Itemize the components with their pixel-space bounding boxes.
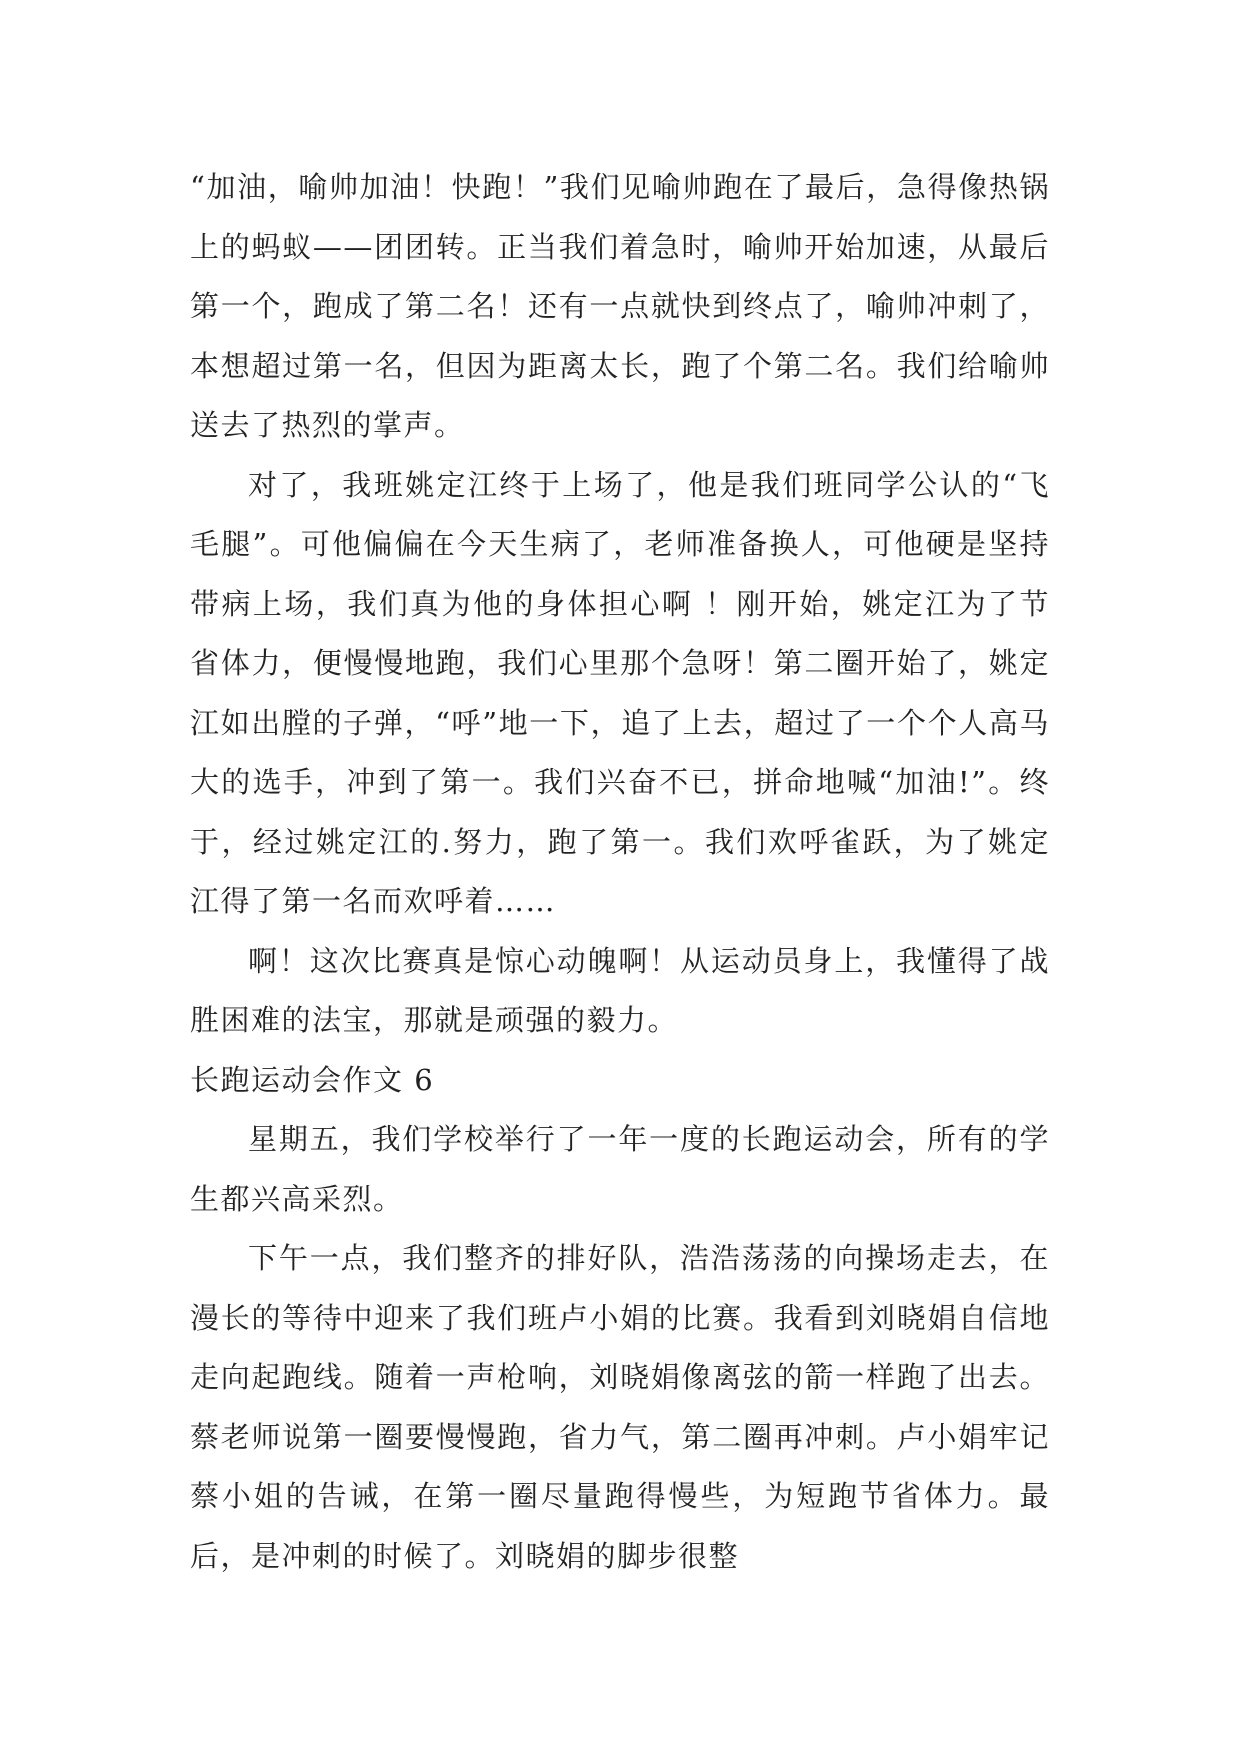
section-title: 长跑运动会作文 6 [190,1062,435,1097]
paragraph-1: “加油，喻帅加油！快跑！”我们见喻帅跑在了最后，急得像热锅上的蚂蚁——团团转。正当我们着急时，喻帅开始加速，从最后第一个，跑成了第二名！还有一点就快到终点了，喻帅冲刺了，本想超过第一名，但因为距离太长，跑了个第二名。我们给喻帅送去了热烈的掌声。 [190,170,1050,442]
section-paragraph-1: 星期五，我们学校举行了一年一度的长跑运动会，所有的学生都兴高采烈。 [190,1122,1050,1216]
section-paragraph-2: 下午一点，我们整齐的排好队，浩浩荡荡的向操场走去，在漫长的等待中迎来了我们班卢小娟的比赛。我看到刘晓娟自信地走向起跑线。随着一声枪响，刘晓娟像离弦的箭一样跑了出去。蔡老师说第一圈要慢慢跑，省力气，第二圈再冲刺。卢小娟牢记蔡小姐的告诫，在第一圈尽量跑得慢些，为短跑节省体力。最后，是冲刺的时候了。刘晓娟的脚步很整 [190,1241,1050,1573]
paragraph-3: 啊！这次比赛真是惊心动魄啊！从运动员身上，我懂得了战胜困难的法宝，那就是顽强的毅力。 [190,943,1050,1037]
document-body [190,158,1050,1586]
paragraph-2: 对了，我班姚定江终于上场了，他是我们班同学公认的“飞毛腿”。可他偏偏在今天生病了，老师准备换人，可他硬是坚持带病上场，我们真为他的身体担心啊 ！刚开始，姚定江为了节省体力，便慢慢地跑，我们心里那个急呀！第二圈开始了，姚定江如出膛的子弹，“呼”地一下，追了上去，超过了一个个人高马大的选手，冲到了第一。我们兴奋不已，拼命地喊“加油!”。终于，经过姚定江的.努力，跑了第一。我们欢呼雀跃，为了姚定江得了第一名而欢呼着…… [190,467,1050,918]
